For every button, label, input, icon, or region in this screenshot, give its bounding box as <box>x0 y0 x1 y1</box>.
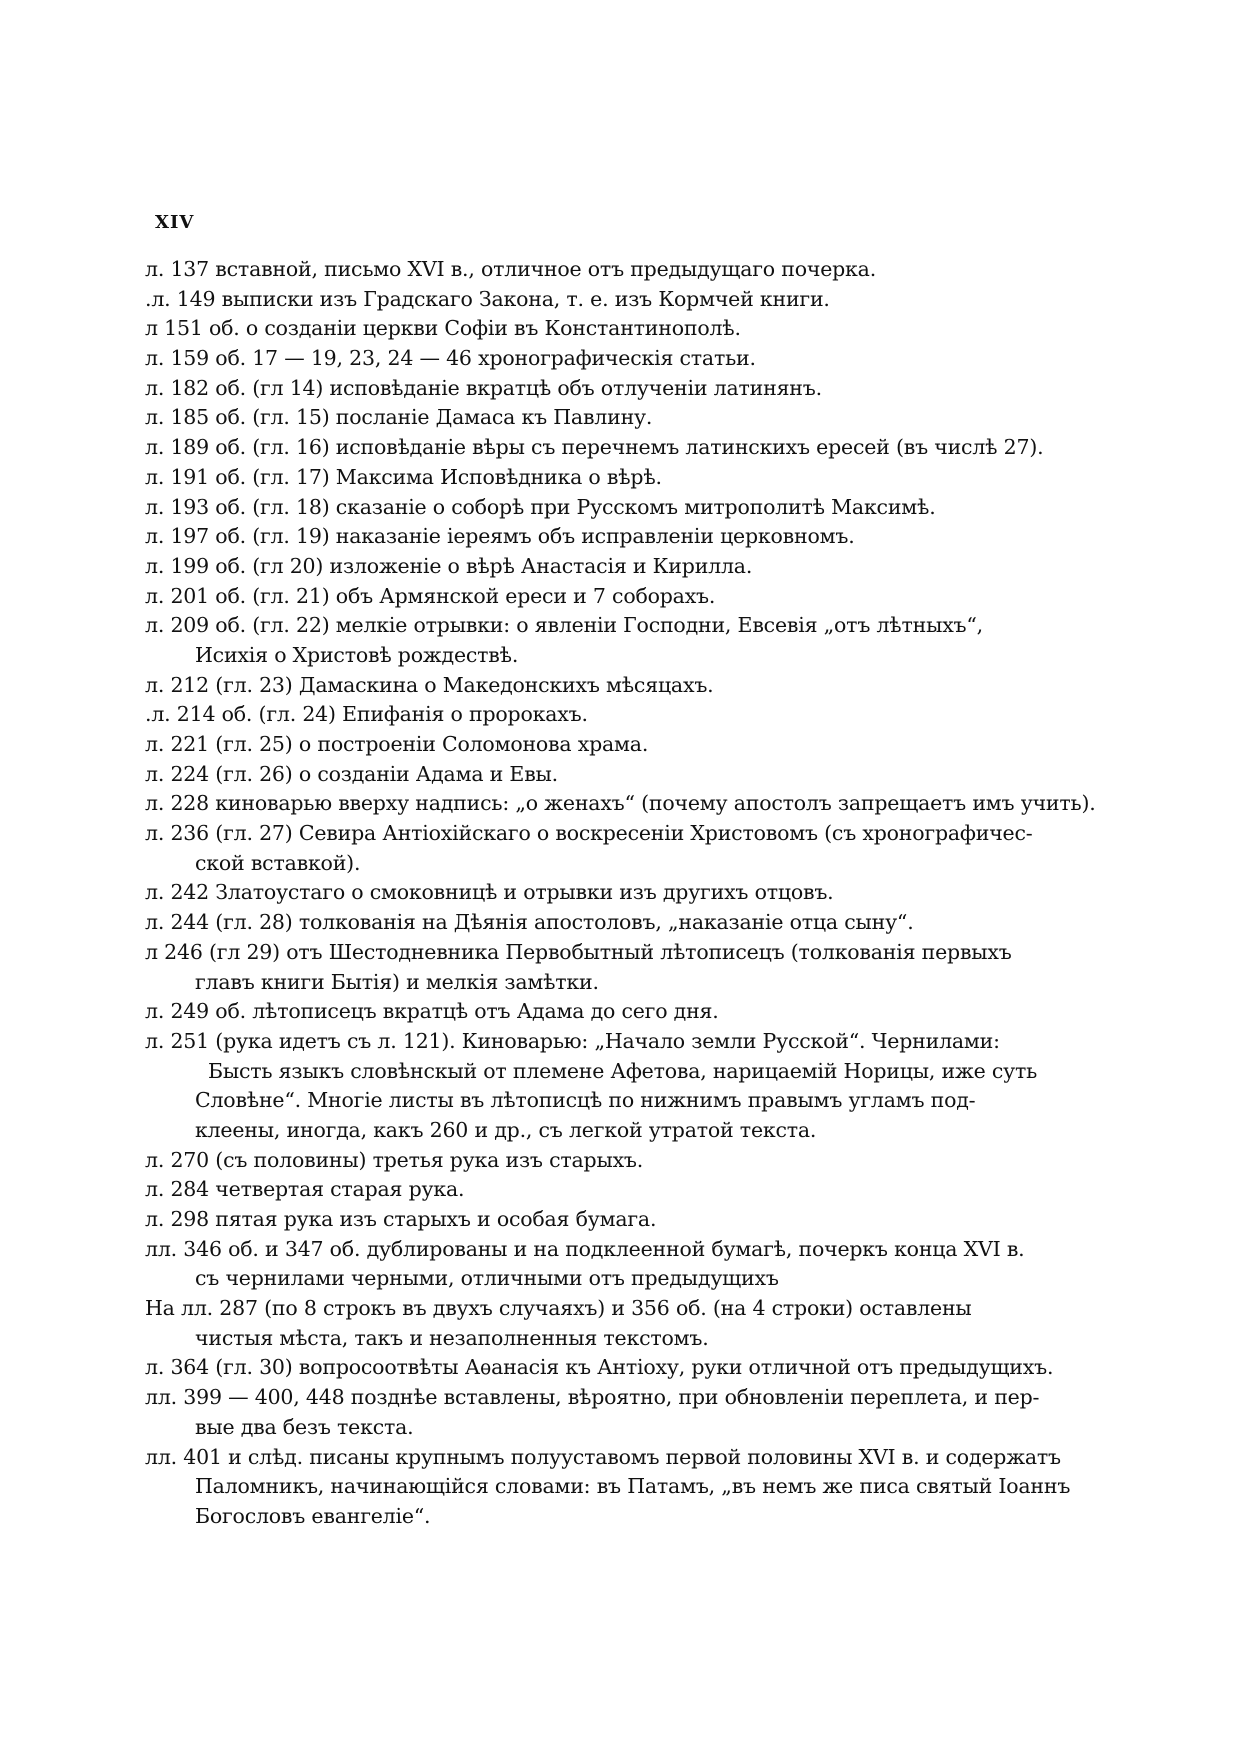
entry-continuation: Бысть языкъ словѣнскый от племене Афетова, нарицаемій Норицы, иже суть <box>208 1058 1038 1083</box>
entry-continuation: чистыя мѣста, такъ и незаполненныя текстомъ. <box>195 1325 709 1350</box>
entry-line: л. 212 (гл. 23) Дамаскина о Македонскихъ мѣсяцахъ. <box>145 672 714 697</box>
entry-line: лл. 401 и слѣд. писаны крупнымъ полууставомъ первой половины XVI в. и содержатъ <box>145 1444 1061 1469</box>
entry-line: л. 182 об. (гл 14) исповѣданіе вкратцѣ объ отлученіи латинянъ. <box>145 375 822 400</box>
entry-line: л. 209 об. (гл. 22) мелкіе отрывки: о явленіи Господни, Евсевія „отъ лѣтныхъ“, <box>145 613 983 638</box>
entry-continuation: Паломникъ, начинающійся словами: въ Патамъ, „въ немъ же писа святый Іоаннъ <box>195 1474 1071 1499</box>
entry-line: л 151 об. о созданіи церкви Софіи въ Константинополѣ. <box>145 316 741 341</box>
entry-line: л. 251 (рука идетъ съ л. 121). Киноварью: „Начало земли Русской“. Чернилами: <box>145 1028 1000 1053</box>
entry-line: л. 236 (гл. 27) Севира Антіохійскаго о воскресеніи Христовомъ (съ хронографичес- <box>145 821 1033 846</box>
entry-line: л. 224 (гл. 26) о созданіи Адама и Евы. <box>145 761 558 786</box>
entry-line: л. 197 об. (гл. 19) наказаніе іереямъ объ исправленіи церковномъ. <box>145 524 855 549</box>
entry-line: .л. 149 выписки изъ Градскаго Закона, т. е. изъ Кормчей книги. <box>145 286 830 311</box>
entry-continuation: Богословъ евангеліе“. <box>195 1503 431 1528</box>
entry-continuation: съ чернилами черными, отличными отъ предыдущихъ <box>195 1266 779 1291</box>
entry-continuation: ской вставкой). <box>195 850 361 875</box>
entry-line: лл. 346 об. и 347 об. дублированы и на подклеенной бумагѣ, почеркъ конца XVI в. <box>145 1236 1025 1261</box>
entry-line: л. 191 об. (гл. 17) Максима Исповѣдника о вѣрѣ. <box>145 464 662 489</box>
entry-continuation: клеены, иногда, какъ 260 и др., съ легкой утратой текста. <box>195 1117 817 1142</box>
entry-line: л. 189 об. (гл. 16) исповѣданіе вѣры съ перечнемъ латинскихъ ересей (въ числѣ 27). <box>145 435 1044 460</box>
page-number: XIV <box>155 212 195 233</box>
entry-line: л. 228 киноварью вверху надпись: „о женахъ“ (почему апостолъ запрещаетъ имъ учить). <box>145 791 1096 816</box>
entry-line: л. 221 (гл. 25) о построеніи Соломонова храма. <box>145 732 649 756</box>
entry-continuation: вые два безъ текста. <box>195 1414 414 1439</box>
entry-line: л. 249 об. лѣтописецъ вкратцѣ отъ Адама до сего дня. <box>145 999 719 1024</box>
entry-continuation: Исихія о Христовѣ рождествѣ. <box>195 642 519 667</box>
entry-line: л 246 (гл 29) отъ Шестодневника Первобытный лѣтописецъ (толкованія первыхъ <box>145 939 1012 964</box>
entry-line: л. 242 Златоустаго о смоковницѣ и отрывки изъ другихъ отцовъ. <box>145 880 834 905</box>
entry-line: л. 201 об. (гл. 21) объ Армянской ереси и 7 соборахъ. <box>145 583 716 608</box>
entry-line: На лл. 287 (по 8 строкъ въ двухъ случаяхъ) и 356 об. (на 4 строки) оставлены <box>145 1296 972 1321</box>
entry-line: лл. 399 — 400, 448 позднѣе вставлены, вѣроятно, при обновленіи переплета, и пер- <box>145 1385 1040 1410</box>
entry-line: .л. 214 об. (гл. 24) Епифанія о пророкахъ. <box>145 702 588 727</box>
manuscript-description <box>145 255 1095 1532</box>
entry-line: л. 193 об. (гл. 18) сказаніе о соборѣ при Русскомъ митрополитѣ Максимѣ. <box>145 494 936 519</box>
entry-line: л. 298 пятая рука изъ старыхъ и особая бумага. <box>145 1207 657 1231</box>
entry-line: л. 244 (гл. 28) толкованія на Дѣянія апостоловъ, „наказаніе отца сыну“. <box>145 910 914 935</box>
entry-line: л. 185 об. (гл. 15) посланіе Дамаса къ Павлину. <box>145 405 653 430</box>
entry-line: л. 199 об. (гл 20) изложеніе о вѣрѣ Анастасія и Кирилла. <box>145 553 753 578</box>
entry-line: л. 137 вставной, письмо XVI в., отличное отъ предыдущаго почерка. <box>145 257 877 281</box>
entry-line: л. 270 (съ половины) третья рука изъ старыхъ. <box>145 1147 644 1172</box>
entry-line: л. 159 об. 17 — 19, 23, 24 — 46 хронографическія статьи. <box>145 346 756 371</box>
entry-line: л. 284 четвертая старая рука. <box>145 1177 465 1202</box>
entry-line: л. 364 (гл. 30) вопросоотвѣты Аѳанасія къ Антіоху, руки отличной отъ предыдущихъ. <box>145 1355 1054 1380</box>
entry-continuation: Словѣне“. Многіе листы въ лѣтописцѣ по нижнимъ правымъ угламъ под- <box>195 1088 976 1113</box>
entry-continuation: главъ книги Бытія) и мелкія замѣтки. <box>195 969 599 994</box>
